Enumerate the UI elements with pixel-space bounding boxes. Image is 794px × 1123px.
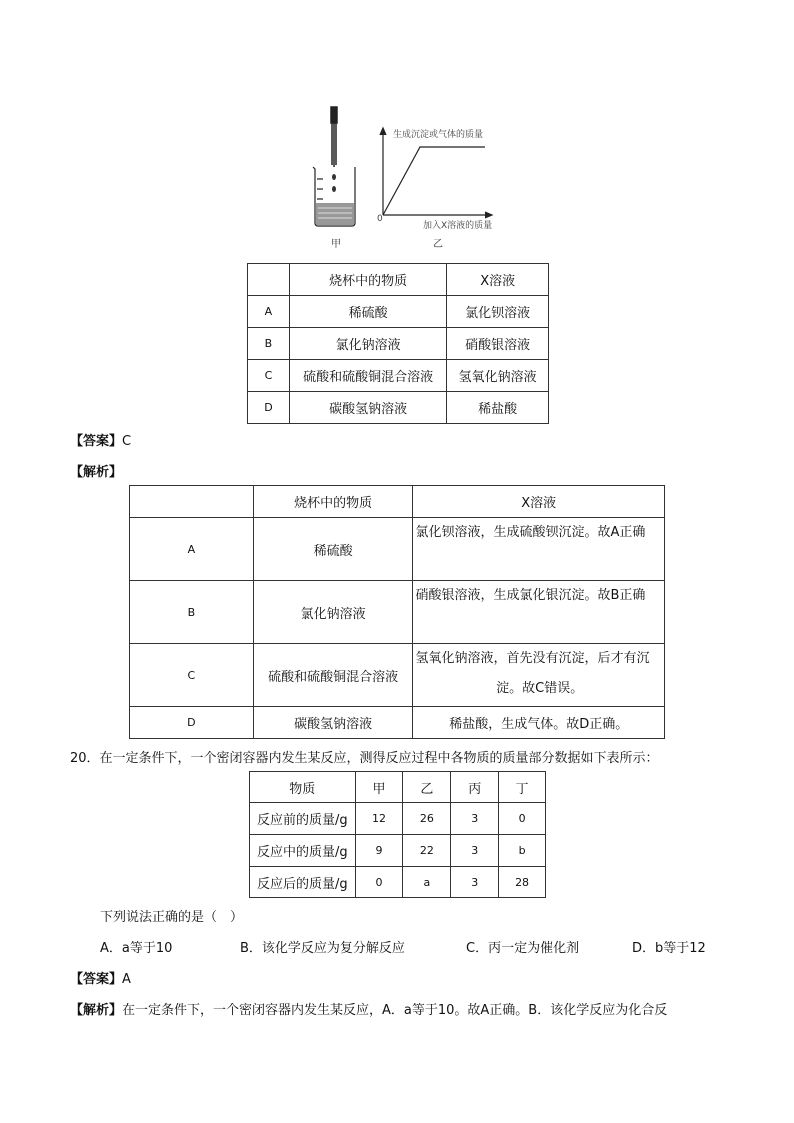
table-cell: 0 bbox=[499, 803, 546, 835]
table-row bbox=[130, 581, 665, 644]
table-cell: D bbox=[130, 707, 254, 739]
analysis-tag: 【解析】 bbox=[70, 1003, 123, 1018]
table-cell: D bbox=[248, 392, 290, 424]
table-cell: 氯化钡溶液 bbox=[447, 296, 549, 328]
table-cell: B bbox=[130, 581, 254, 644]
q20-analysis bbox=[70, 999, 667, 1018]
table-cell: 0 bbox=[355, 867, 403, 898]
y-axis-label: 生成沉淀或气体的质量 bbox=[393, 130, 484, 140]
table-cell: 乙 bbox=[403, 772, 451, 803]
table-row bbox=[130, 486, 665, 518]
q20-option-a: A．a等于10 bbox=[100, 941, 173, 956]
cell-line: 氢氧化钠溶液，首先没有沉淀，后才有沉 bbox=[415, 651, 650, 666]
cell-line: 淀。故C错误。 bbox=[496, 681, 584, 696]
q19-table bbox=[247, 263, 549, 424]
table-cell: 氢氧化钠溶液 bbox=[447, 360, 549, 392]
table-cell: 22 bbox=[403, 835, 451, 867]
table-cell: 硫酸和硫酸铜混合溶液 bbox=[289, 360, 446, 392]
dropper-icon bbox=[331, 107, 337, 167]
table-cell: 稀硫酸 bbox=[289, 296, 446, 328]
q19-answer bbox=[70, 430, 131, 449]
answer-tag: 【答案】 bbox=[70, 434, 123, 449]
q20-option-d: D．b等于12 bbox=[632, 941, 706, 956]
table-cell: A bbox=[130, 518, 254, 581]
q19-analysis-table bbox=[129, 485, 665, 739]
table-row bbox=[250, 835, 546, 867]
table-row bbox=[250, 772, 546, 803]
table-cell bbox=[130, 486, 254, 518]
table-cell: 丙 bbox=[451, 772, 499, 803]
table-cell: 28 bbox=[499, 867, 546, 898]
analysis-text: 在一定条件下，一个密闭容器内发生某反应，A．a等于10。故A正确。B．该化学反应为化合反 bbox=[122, 1003, 668, 1018]
answer-value: C bbox=[122, 434, 132, 449]
q20-option-b: B．该化学反应为复分解反应 bbox=[240, 941, 405, 956]
table-cell: 12 bbox=[355, 803, 403, 835]
table-cell: 9 bbox=[355, 835, 403, 867]
table-cell: 稀硫酸 bbox=[253, 518, 413, 581]
table-row bbox=[248, 392, 549, 424]
origin-label: 0 bbox=[377, 214, 383, 224]
table-cell: 稀盐酸 bbox=[447, 392, 549, 424]
q19-analysis-tag: 【解析】 bbox=[70, 465, 123, 480]
table-row bbox=[248, 360, 549, 392]
table-cell: 硝酸银溶液 bbox=[447, 328, 549, 360]
table-cell: a bbox=[403, 867, 451, 898]
table-row bbox=[130, 707, 665, 739]
table-cell: 3 bbox=[451, 867, 499, 898]
drop-icon bbox=[332, 174, 336, 180]
table-cell: 氯化钠溶液 bbox=[253, 581, 413, 644]
table-cell: C bbox=[130, 644, 254, 707]
q20-option-c: C．丙一定为催化剂 bbox=[466, 941, 580, 956]
table-cell: C bbox=[248, 360, 290, 392]
table-cell: 碳酸氢钠溶液 bbox=[289, 392, 446, 424]
experiment-figure bbox=[305, 105, 505, 255]
table-cell: 反应中的质量/g bbox=[250, 835, 356, 867]
drop-icon bbox=[332, 186, 336, 192]
label-jia: 甲 bbox=[331, 239, 341, 250]
q20-answer bbox=[70, 968, 131, 987]
label-yi: 乙 bbox=[433, 239, 443, 250]
table-row bbox=[250, 867, 546, 898]
q20-stem: 20．在一定条件下，一个密闭容器内发生某反应，测得反应过程中各物质的质量部分数据如下表所示： bbox=[70, 751, 659, 766]
table-cell: 烧杯中的物质 bbox=[289, 264, 446, 296]
table-row bbox=[130, 518, 665, 581]
table-cell: 反应前的质量/g bbox=[250, 803, 356, 835]
table-cell: 物质 bbox=[250, 772, 356, 803]
q20-table bbox=[249, 771, 546, 898]
table-cell: 稀盐酸，生成气体。故D正确。 bbox=[413, 707, 665, 739]
table-cell: 氯化钡溶液，生成硫酸钡沉淀。故A正确 bbox=[413, 518, 665, 581]
table-cell: A bbox=[248, 296, 290, 328]
table-row bbox=[130, 644, 665, 707]
q20-prompt: 下列说法正确的是（ ） bbox=[100, 910, 244, 925]
table-cell: 碳酸氢钠溶液 bbox=[253, 707, 413, 739]
table-cell: 丁 bbox=[499, 772, 546, 803]
beaker-liquid bbox=[316, 203, 354, 225]
table-cell: 反应后的质量/g bbox=[250, 867, 356, 898]
table-cell bbox=[248, 264, 290, 296]
table-cell: X溶液 bbox=[447, 264, 549, 296]
table-row bbox=[248, 264, 549, 296]
x-axis-label: 加入X溶液的质量 bbox=[423, 221, 493, 231]
graph-axes bbox=[380, 128, 492, 218]
table-cell: 3 bbox=[451, 803, 499, 835]
table-cell: 3 bbox=[451, 835, 499, 867]
table-cell: b bbox=[499, 835, 546, 867]
table-cell: X溶液 bbox=[413, 486, 665, 518]
table-cell: 硝酸银溶液，生成氯化银沉淀。故B正确 bbox=[413, 581, 665, 644]
table-cell: 硫酸和硫酸铜混合溶液 bbox=[253, 644, 413, 707]
table-cell: B bbox=[248, 328, 290, 360]
table-cell: 氯化钠溶液 bbox=[289, 328, 446, 360]
table-row bbox=[248, 328, 549, 360]
table-row bbox=[250, 803, 546, 835]
answer-value: A bbox=[122, 972, 131, 987]
table-cell bbox=[413, 644, 665, 707]
answer-tag: 【答案】 bbox=[70, 972, 123, 987]
table-cell: 26 bbox=[403, 803, 451, 835]
table-row bbox=[248, 296, 549, 328]
graph-line bbox=[383, 147, 485, 215]
table-cell: 甲 bbox=[355, 772, 403, 803]
table-cell: 烧杯中的物质 bbox=[253, 486, 413, 518]
